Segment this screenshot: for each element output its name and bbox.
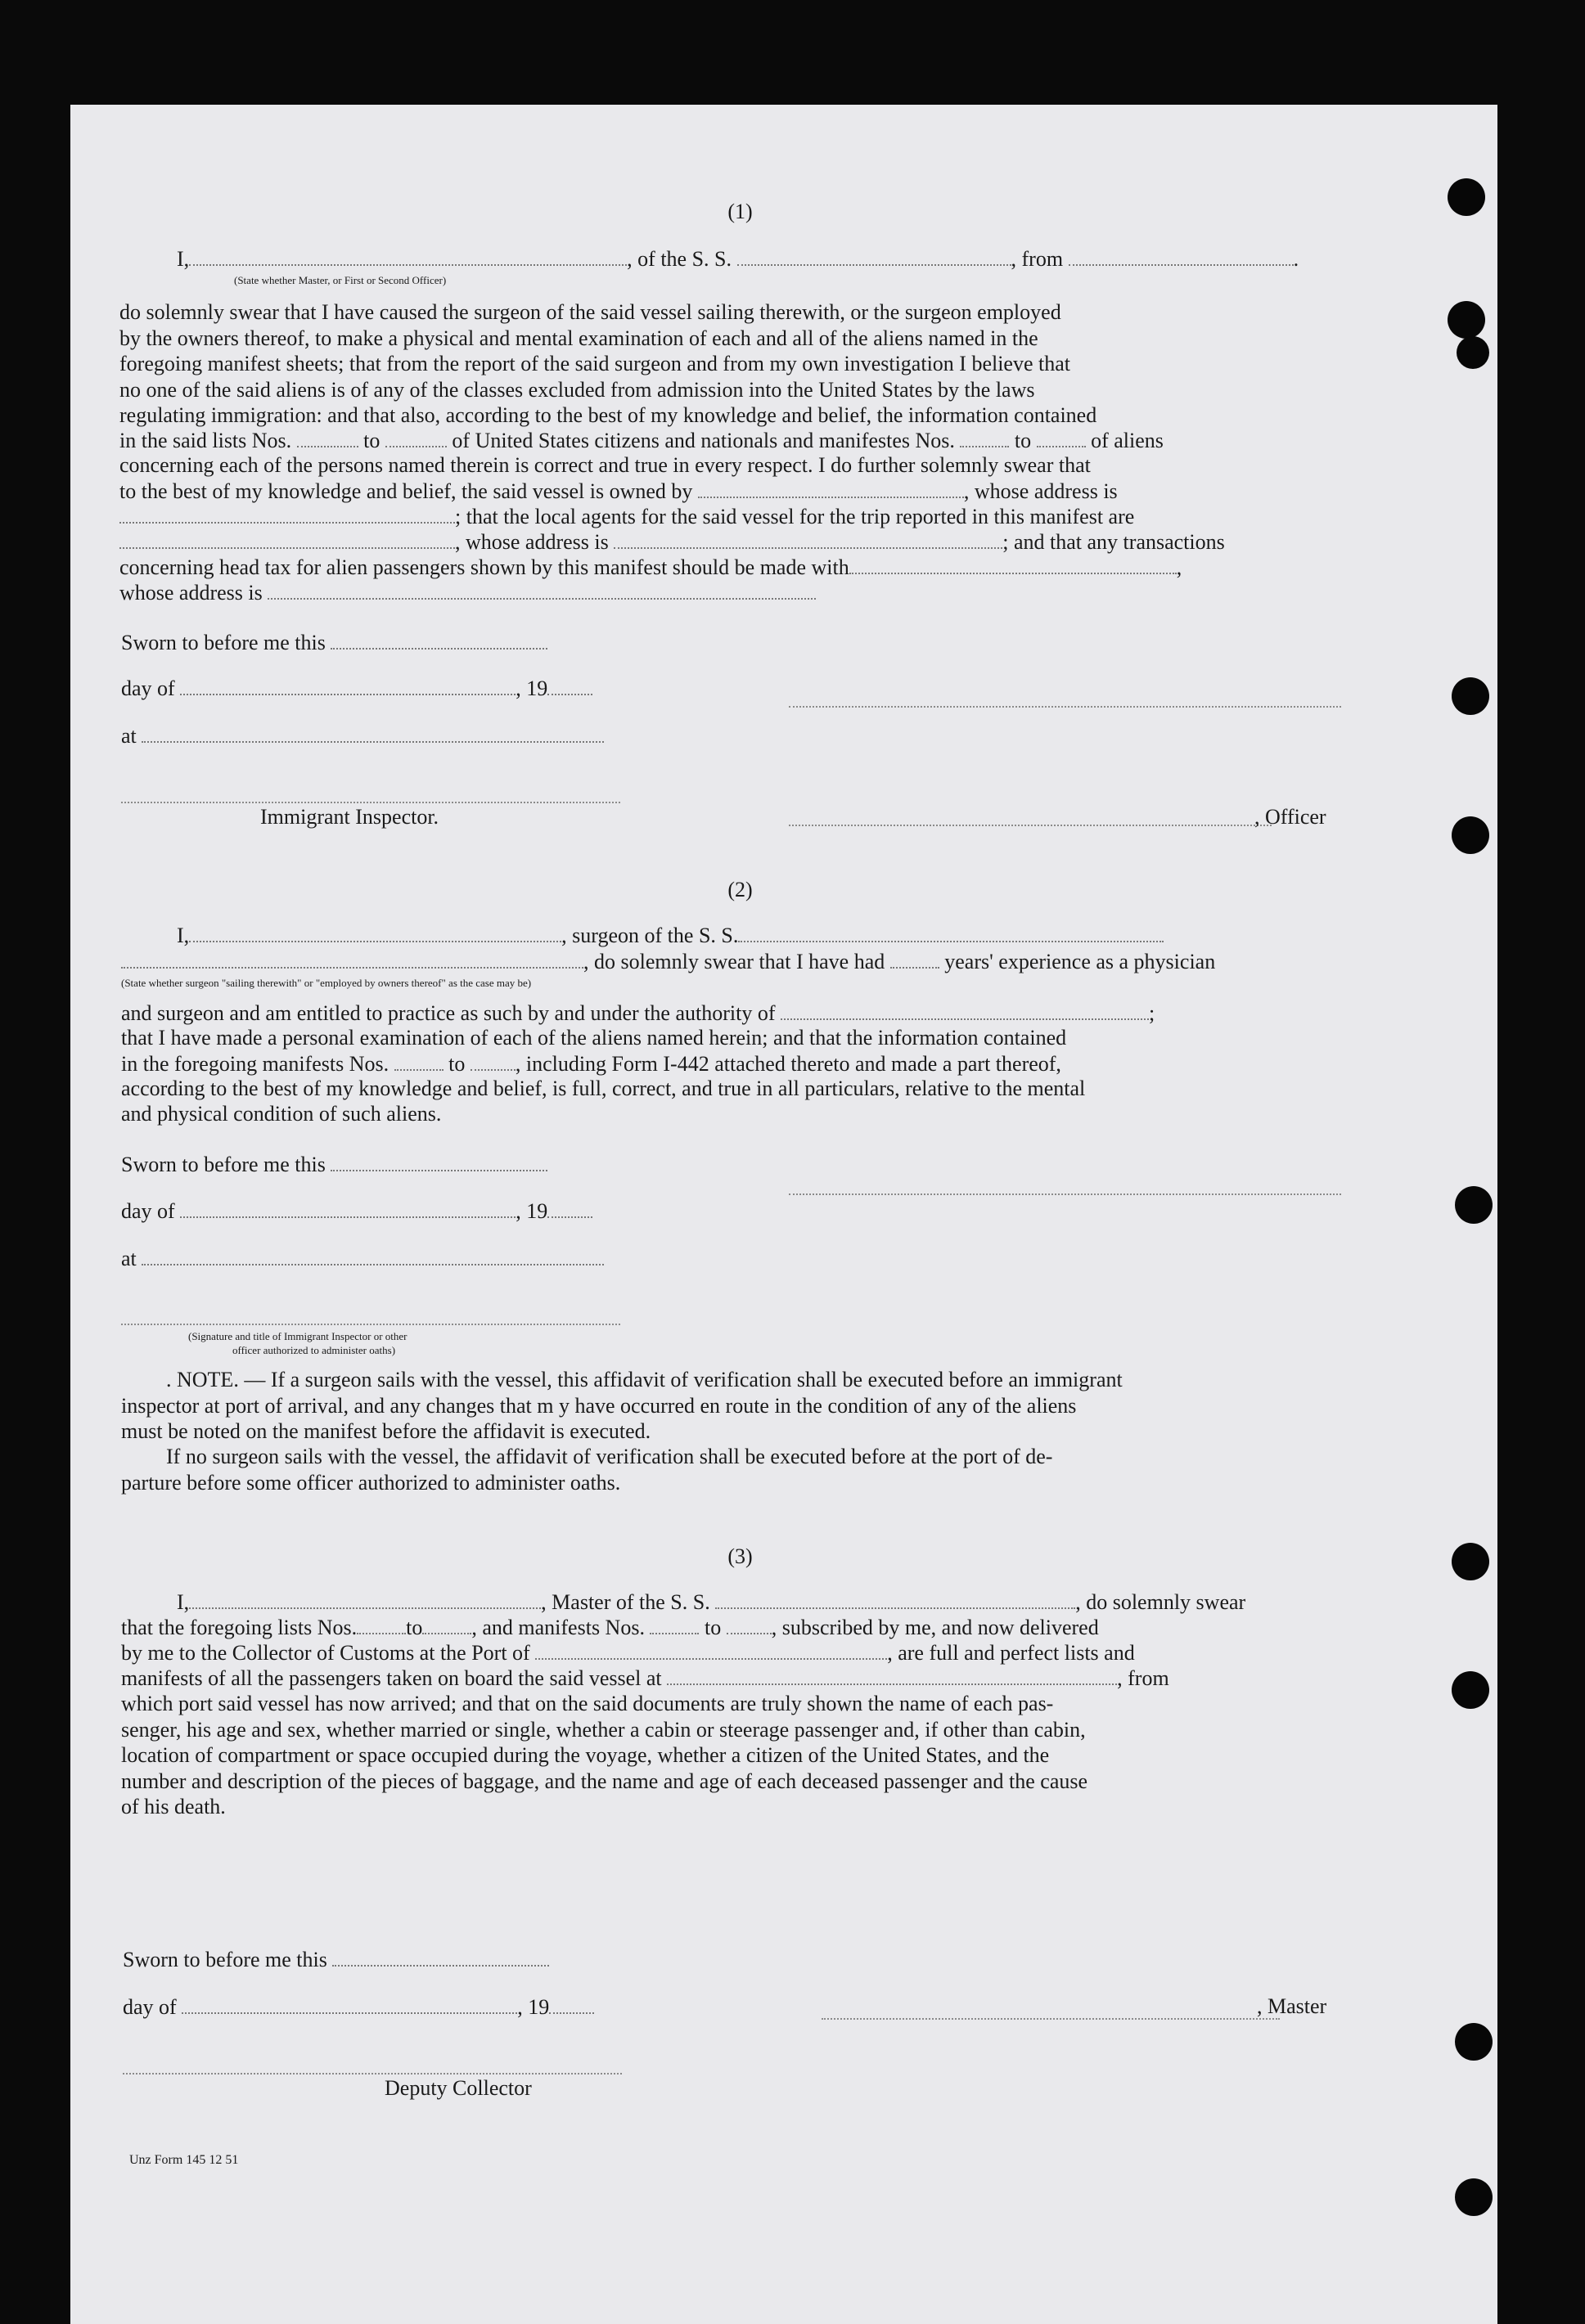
section-2-inspector-line (121, 1323, 620, 1325)
section-3-collector-line (123, 2072, 622, 2075)
section-3-master: , Master (1257, 1994, 1327, 2018)
section-2-fill-2: that I have made a personal examination of each of the aliens named herein; and that the information contained (121, 1026, 1067, 1050)
punch-hole (1455, 2023, 1493, 2061)
form-id: Unz Form 145 12 51 (129, 2153, 239, 2167)
section-1-inspector-line (121, 801, 620, 803)
section-2-caption: (State whether surgeon "sailing therewith" or "employed by owners thereof" as the case may be) (121, 977, 532, 989)
punch-hole (1452, 677, 1489, 715)
punch-hole (1457, 336, 1489, 369)
section-2-fill-1: and surgeon and am entitled to practice as such by and under the authority of ; (121, 1001, 1155, 1025)
section-2-at: at (121, 1246, 604, 1271)
punch-hole (1452, 816, 1489, 854)
section-2-signature-line (789, 1193, 1341, 1195)
section-3-fill-1: I, , Master of the S. S. , do solemnly swear (177, 1590, 1246, 1614)
section-1-body: do solemnly swear that I have caused the surgeon of the said vessel sailing therewith, or the surgeon employed by the owners thereof, to make a physical and mental examination of each and all of the aliens named in the foregoing manifest sheets; that from the report of the said surgeon and from my own investigation I believe that no one of the said aliens is of any of the classes excluded from admission into the United States by the laws regulating immigration: and that also, according to the best of my knowledge and belief, the information contained (119, 300, 1097, 427)
section-1-inspector: Immigrant Inspector. (260, 805, 439, 829)
punch-hole (1455, 2178, 1493, 2216)
section-1-signature-line (789, 705, 1341, 708)
section-1-fill-7: whose address is (119, 580, 816, 605)
section-2-day-of: day of , 19 (121, 1198, 592, 1224)
punch-hole (1455, 1186, 1493, 1224)
section-2-sworn: Sworn to before me this (121, 1152, 547, 1177)
section-3-deputy: Deputy Collector (385, 2076, 532, 2100)
section-1-officer-line (789, 824, 1272, 826)
section-3-day-of: day of , 19 (123, 1994, 594, 2020)
section-2-fill-5: and physical condition of such aliens. (121, 1102, 442, 1126)
punch-hole (1448, 301, 1485, 339)
section-3-body: which port said vessel has now arrived; and that on the said documents are truly shown the name of each pas- senger, his age and sex, whether married or single, whether a cabin or steerage passenger and, if other than cabin, location of compartment or space occupied during the voyage, whether a citizen of the United States, and the number and description of the pieces of baggage, and the name and age of each deceased passenger and the cause of his death. (121, 1692, 1088, 1818)
section-2-fill-4: according to the best of my knowledge and belief, is full, correct, and true in all particulars, relative to the mental (121, 1077, 1086, 1100)
section-1-sworn: Sworn to before me this (121, 630, 547, 655)
section-1-fill-1: in the said lists Nos. to of United States citizens and nationals and manifestes Nos. to of aliens (119, 429, 1164, 452)
section-1-officer: , Officer (1254, 805, 1326, 829)
section-3-fill-3: by me to the Collector of Customs at the Port of , are full and perfect lists and (121, 1641, 1135, 1665)
section-1-fill-5: , whose address is ; and that any transactions (119, 529, 1225, 555)
section-3-master-line (822, 2017, 1280, 2020)
section-1-day-of: day of , 19 (121, 676, 592, 701)
section-2-number: (2) (727, 878, 753, 901)
section-1-line-1: I, , of the S. S. , from . (177, 247, 1299, 271)
section-1-number: (1) (727, 200, 753, 223)
section-3-number: (3) (727, 1544, 753, 1568)
section-2-line-2: , do solemnly swear that I have had years' experience as a physician (121, 949, 1215, 974)
section-1-fill-3: to the best of my knowledge and belief, the said vessel is owned by , whose address is (119, 479, 1118, 503)
note-paragraph-1: . NOTE. — If a surgeon sails with the vessel, this affidavit of verification shall be executed before an immigrant inspector at port of arrival, and any changes that m y have occurred en route in the condition of any of the aliens must be noted on the manifest before the affidavit is executed. (121, 1368, 1123, 1443)
section-2-fill-3: in the foregoing manifests Nos. to , including Form I-442 attached thereto and made a part thereof, (121, 1052, 1061, 1076)
punch-hole (1448, 178, 1485, 216)
section-2-line-1: I, , surgeon of the S. S. (177, 923, 1164, 948)
note-paragraph-2: If no surgeon sails with the vessel, the affidavit of verification shall be executed before at the port of de- parture before some officer authorized to administer oaths. (121, 1445, 1053, 1495)
section-2-sig-caption-2: officer authorized to administer oaths) (232, 1344, 396, 1356)
punch-hole (1452, 1671, 1489, 1709)
section-1-at: at (121, 723, 604, 748)
section-3-fill-2: that the foregoing lists Nos. to , and manifests Nos. to , subscribed by me, and now delivered (121, 1616, 1099, 1639)
section-2-sig-caption-1: (Signature and title of Immigrant Inspector or other (188, 1330, 408, 1342)
punch-hole (1452, 1543, 1489, 1580)
section-1-fill-4: ; that the local agents for the said vessel for the trip reported in this manifest are (119, 504, 1134, 529)
section-3-fill-4: manifests of all the passengers taken on board the said vessel at , from (121, 1666, 1169, 1690)
section-1-fill-2: concerning each of the persons named therein is correct and true in every respect. I do further solemnly swear that (119, 453, 1091, 477)
section-1-fill-6: concerning head tax for alien passengers shown by this manifest should be made with , (119, 555, 1182, 579)
section-3-sworn: Sworn to before me this (123, 1947, 549, 1972)
section-1-caption: (State whether Master, or First or Second Officer) (234, 274, 447, 286)
form-page (70, 105, 1497, 2324)
